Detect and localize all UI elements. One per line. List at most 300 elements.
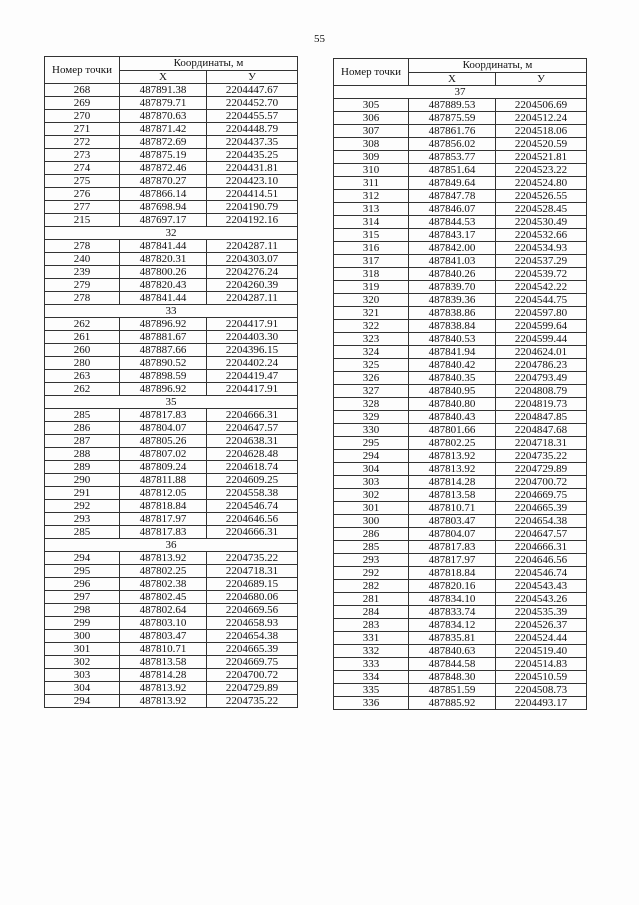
table-row xyxy=(45,136,298,149)
table-row xyxy=(334,307,587,320)
table-row xyxy=(334,151,587,164)
y-coordinate-cell: 2204646.56 xyxy=(207,513,298,526)
table-row xyxy=(45,201,298,214)
table-row xyxy=(334,463,587,476)
x-coordinate-cell: 487870.27 xyxy=(120,175,207,188)
point-number-cell: 300 xyxy=(45,630,120,643)
table-row xyxy=(334,424,587,437)
point-number-cell: 333 xyxy=(334,658,409,671)
y-coordinate-cell: 2204528.45 xyxy=(496,203,587,216)
table-row xyxy=(45,526,298,539)
x-coordinate-cell: 487840.63 xyxy=(409,645,496,658)
y-coordinate-cell: 2204729.89 xyxy=(496,463,587,476)
y-coordinate-cell: 2204506.69 xyxy=(496,99,587,112)
x-coordinate-cell: 487803.47 xyxy=(120,630,207,643)
table-row xyxy=(334,632,587,645)
table-body-left xyxy=(45,84,298,708)
x-coordinate-cell: 487839.36 xyxy=(409,294,496,307)
point-number-cell: 334 xyxy=(334,671,409,684)
table-row xyxy=(334,112,587,125)
table-row xyxy=(334,320,587,333)
point-number-cell: 271 xyxy=(45,123,120,136)
point-number-cell: 286 xyxy=(334,528,409,541)
y-coordinate-cell: 2204544.75 xyxy=(496,294,587,307)
x-coordinate-cell: 487697.17 xyxy=(120,214,207,227)
table-row xyxy=(334,125,587,138)
x-coordinate-cell: 487875.19 xyxy=(120,149,207,162)
x-coordinate-cell: 487814.28 xyxy=(409,476,496,489)
y-coordinate-cell: 2204735.22 xyxy=(207,695,298,708)
x-coordinate-cell: 487848.30 xyxy=(409,671,496,684)
y-coordinate-cell: 2204417.91 xyxy=(207,318,298,331)
x-coordinate-cell: 487889.53 xyxy=(409,99,496,112)
table-row xyxy=(334,164,587,177)
coordinates-table-left xyxy=(44,56,298,708)
x-coordinate-cell: 487833.74 xyxy=(409,606,496,619)
table-row xyxy=(45,474,298,487)
y-coordinate-cell: 2204669.75 xyxy=(207,656,298,669)
x-coordinate-cell: 487840.80 xyxy=(409,398,496,411)
table-row xyxy=(334,515,587,528)
table-body-right xyxy=(334,86,587,710)
table-row xyxy=(45,565,298,578)
x-coordinate-cell: 487838.84 xyxy=(409,320,496,333)
x-coordinate-cell: 487801.66 xyxy=(409,424,496,437)
point-number-cell: 240 xyxy=(45,253,120,266)
table-row xyxy=(334,346,587,359)
y-coordinate-cell: 2204414.51 xyxy=(207,188,298,201)
table-row xyxy=(45,435,298,448)
table-row xyxy=(334,580,587,593)
x-coordinate-cell: 487813.58 xyxy=(120,656,207,669)
point-number-cell: 274 xyxy=(45,162,120,175)
y-coordinate-cell: 2204729.89 xyxy=(207,682,298,695)
point-number-cell: 302 xyxy=(334,489,409,502)
header-point-number: Номер точки xyxy=(334,59,409,86)
group-title: 33 xyxy=(45,305,298,318)
y-coordinate-cell: 2204666.31 xyxy=(207,526,298,539)
group-title: 36 xyxy=(45,539,298,552)
point-number-cell: 278 xyxy=(45,240,120,253)
x-coordinate-cell: 487840.53 xyxy=(409,333,496,346)
y-coordinate-cell: 2204808.79 xyxy=(496,385,587,398)
x-coordinate-cell: 487849.64 xyxy=(409,177,496,190)
x-coordinate-cell: 487817.83 xyxy=(120,526,207,539)
point-number-cell: 282 xyxy=(334,580,409,593)
y-coordinate-cell: 2204680.06 xyxy=(207,591,298,604)
x-coordinate-cell: 487817.83 xyxy=(120,409,207,422)
table-row xyxy=(45,370,298,383)
table-row xyxy=(45,487,298,500)
y-coordinate-cell: 2204287.11 xyxy=(207,240,298,253)
point-number-cell: 308 xyxy=(334,138,409,151)
table-row xyxy=(45,591,298,604)
y-coordinate-cell: 2204526.37 xyxy=(496,619,587,632)
x-coordinate-cell: 487898.59 xyxy=(120,370,207,383)
point-number-cell: 295 xyxy=(45,565,120,578)
table-row xyxy=(334,671,587,684)
group-title: 35 xyxy=(45,396,298,409)
y-coordinate-cell: 2204618.74 xyxy=(207,461,298,474)
x-coordinate-cell: 487804.07 xyxy=(409,528,496,541)
table-row xyxy=(334,684,587,697)
y-coordinate-cell: 2204786.23 xyxy=(496,359,587,372)
x-coordinate-cell: 487841.44 xyxy=(120,292,207,305)
point-number-cell: 278 xyxy=(45,292,120,305)
y-coordinate-cell: 2204689.15 xyxy=(207,578,298,591)
y-coordinate-cell: 2204647.57 xyxy=(207,422,298,435)
table-row xyxy=(45,214,298,227)
x-coordinate-cell: 487879.71 xyxy=(120,97,207,110)
point-number-cell: 284 xyxy=(334,606,409,619)
table-row xyxy=(334,658,587,671)
x-coordinate-cell: 487846.07 xyxy=(409,203,496,216)
point-number-cell: 325 xyxy=(334,359,409,372)
x-coordinate-cell: 487839.70 xyxy=(409,281,496,294)
y-coordinate-cell: 2204512.24 xyxy=(496,112,587,125)
point-number-cell: 239 xyxy=(45,266,120,279)
point-number-cell: 329 xyxy=(334,411,409,424)
group-row xyxy=(45,227,298,240)
y-coordinate-cell: 2204669.56 xyxy=(207,604,298,617)
table-row xyxy=(334,398,587,411)
table-row xyxy=(45,617,298,630)
y-coordinate-cell: 2204521.81 xyxy=(496,151,587,164)
table-row xyxy=(334,645,587,658)
table-row xyxy=(45,292,298,305)
page-number: 55 xyxy=(314,33,325,45)
point-number-cell: 321 xyxy=(334,307,409,320)
y-coordinate-cell: 2204647.57 xyxy=(496,528,587,541)
y-coordinate-cell: 2204532.66 xyxy=(496,229,587,242)
point-number-cell: 300 xyxy=(334,515,409,528)
point-number-cell: 319 xyxy=(334,281,409,294)
table-row xyxy=(334,450,587,463)
point-number-cell: 298 xyxy=(45,604,120,617)
x-coordinate-cell: 487813.58 xyxy=(409,489,496,502)
y-coordinate-cell: 2204847.85 xyxy=(496,411,587,424)
x-coordinate-cell: 487840.95 xyxy=(409,385,496,398)
table-row xyxy=(45,253,298,266)
point-number-cell: 280 xyxy=(45,357,120,370)
point-number-cell: 294 xyxy=(45,695,120,708)
table-row xyxy=(334,190,587,203)
x-coordinate-cell: 487841.94 xyxy=(409,346,496,359)
x-coordinate-cell: 487820.31 xyxy=(120,253,207,266)
y-coordinate-cell: 2204735.22 xyxy=(207,552,298,565)
table-row xyxy=(334,437,587,450)
y-coordinate-cell: 2204508.73 xyxy=(496,684,587,697)
y-coordinate-cell: 2204654.38 xyxy=(207,630,298,643)
y-coordinate-cell: 2204419.47 xyxy=(207,370,298,383)
point-number-cell: 273 xyxy=(45,149,120,162)
x-coordinate-cell: 487890.52 xyxy=(120,357,207,370)
table-row xyxy=(334,216,587,229)
x-coordinate-cell: 487871.42 xyxy=(120,123,207,136)
table-row xyxy=(334,177,587,190)
table-row xyxy=(334,333,587,346)
point-number-cell: 327 xyxy=(334,385,409,398)
y-coordinate-cell: 2204396.15 xyxy=(207,344,298,357)
point-number-cell: 285 xyxy=(334,541,409,554)
x-coordinate-cell: 487813.92 xyxy=(409,463,496,476)
x-coordinate-cell: 487840.35 xyxy=(409,372,496,385)
table-row xyxy=(45,461,298,474)
x-coordinate-cell: 487896.92 xyxy=(120,318,207,331)
table-row xyxy=(45,84,298,97)
x-coordinate-cell: 487861.76 xyxy=(409,125,496,138)
table-row xyxy=(45,188,298,201)
point-number-cell: 288 xyxy=(45,448,120,461)
point-number-cell: 287 xyxy=(45,435,120,448)
point-number-cell: 323 xyxy=(334,333,409,346)
x-coordinate-cell: 487843.17 xyxy=(409,229,496,242)
point-number-cell: 263 xyxy=(45,370,120,383)
point-number-cell: 316 xyxy=(334,242,409,255)
y-coordinate-cell: 2204524.44 xyxy=(496,632,587,645)
y-coordinate-cell: 2204669.75 xyxy=(496,489,587,502)
point-number-cell: 315 xyxy=(334,229,409,242)
point-number-cell: 297 xyxy=(45,591,120,604)
x-coordinate-cell: 487820.16 xyxy=(409,580,496,593)
point-number-cell: 294 xyxy=(45,552,120,565)
table-row xyxy=(45,448,298,461)
y-coordinate-cell: 2204260.39 xyxy=(207,279,298,292)
x-coordinate-cell: 487803.47 xyxy=(409,515,496,528)
table-row xyxy=(45,266,298,279)
table-row xyxy=(334,359,587,372)
x-coordinate-cell: 487802.25 xyxy=(120,565,207,578)
point-number-cell: 322 xyxy=(334,320,409,333)
x-coordinate-cell: 487847.78 xyxy=(409,190,496,203)
table-row xyxy=(45,383,298,396)
group-title: 32 xyxy=(45,227,298,240)
y-coordinate-cell: 2204423.10 xyxy=(207,175,298,188)
y-coordinate-cell: 2204455.57 xyxy=(207,110,298,123)
coordinates-table-right xyxy=(333,58,587,710)
y-coordinate-cell: 2204514.83 xyxy=(496,658,587,671)
table-row xyxy=(45,344,298,357)
point-number-cell: 301 xyxy=(45,643,120,656)
y-coordinate-cell: 2204624.01 xyxy=(496,346,587,359)
x-coordinate-cell: 487834.12 xyxy=(409,619,496,632)
point-number-cell: 283 xyxy=(334,619,409,632)
y-coordinate-cell: 2204537.29 xyxy=(496,255,587,268)
table-row xyxy=(334,255,587,268)
group-row xyxy=(45,539,298,552)
y-coordinate-cell: 2204654.38 xyxy=(496,515,587,528)
y-coordinate-cell: 2204646.56 xyxy=(496,554,587,567)
group-row xyxy=(45,305,298,318)
y-coordinate-cell: 2204435.25 xyxy=(207,149,298,162)
x-coordinate-cell: 487817.97 xyxy=(409,554,496,567)
y-coordinate-cell: 2204543.43 xyxy=(496,580,587,593)
point-number-cell: 302 xyxy=(45,656,120,669)
table-row xyxy=(334,242,587,255)
point-number-cell: 290 xyxy=(45,474,120,487)
point-number-cell: 303 xyxy=(334,476,409,489)
y-coordinate-cell: 2204700.72 xyxy=(207,669,298,682)
y-coordinate-cell: 2204700.72 xyxy=(496,476,587,489)
point-number-cell: 292 xyxy=(45,500,120,513)
y-coordinate-cell: 2204735.22 xyxy=(496,450,587,463)
table-row xyxy=(45,656,298,669)
y-coordinate-cell: 2204597.80 xyxy=(496,307,587,320)
x-coordinate-cell: 487818.84 xyxy=(120,500,207,513)
y-coordinate-cell: 2204526.55 xyxy=(496,190,587,203)
group-title: 37 xyxy=(334,86,587,99)
x-coordinate-cell: 487813.92 xyxy=(120,552,207,565)
y-coordinate-cell: 2204847.68 xyxy=(496,424,587,437)
group-row xyxy=(45,396,298,409)
point-number-cell: 332 xyxy=(334,645,409,658)
y-coordinate-cell: 2204546.74 xyxy=(496,567,587,580)
y-coordinate-cell: 2204402.24 xyxy=(207,357,298,370)
point-number-cell: 294 xyxy=(334,450,409,463)
table-row xyxy=(45,279,298,292)
point-number-cell: 314 xyxy=(334,216,409,229)
header-coordinates: Координаты, м xyxy=(409,59,587,73)
table-row xyxy=(45,357,298,370)
table-row xyxy=(45,513,298,526)
y-coordinate-cell: 2204543.26 xyxy=(496,593,587,606)
x-coordinate-cell: 487851.64 xyxy=(409,164,496,177)
point-number-cell: 285 xyxy=(45,526,120,539)
y-coordinate-cell: 2204510.59 xyxy=(496,671,587,684)
x-coordinate-cell: 487853.77 xyxy=(409,151,496,164)
table-row xyxy=(334,229,587,242)
header-x: X xyxy=(120,70,207,84)
point-number-cell: 310 xyxy=(334,164,409,177)
table-row xyxy=(45,240,298,253)
point-number-cell: 324 xyxy=(334,346,409,359)
x-coordinate-cell: 487813.92 xyxy=(120,682,207,695)
y-coordinate-cell: 2204658.93 xyxy=(207,617,298,630)
table-row xyxy=(45,162,298,175)
table-row xyxy=(334,281,587,294)
x-coordinate-cell: 487881.67 xyxy=(120,331,207,344)
point-number-cell: 270 xyxy=(45,110,120,123)
point-number-cell: 335 xyxy=(334,684,409,697)
table-row xyxy=(45,682,298,695)
table-row xyxy=(334,268,587,281)
point-number-cell: 313 xyxy=(334,203,409,216)
x-coordinate-cell: 487807.02 xyxy=(120,448,207,461)
x-coordinate-cell: 487802.45 xyxy=(120,591,207,604)
x-coordinate-cell: 487802.38 xyxy=(120,578,207,591)
table-row xyxy=(334,541,587,554)
x-coordinate-cell: 487813.92 xyxy=(120,695,207,708)
point-number-cell: 303 xyxy=(45,669,120,682)
table-row xyxy=(334,489,587,502)
table-row xyxy=(45,422,298,435)
x-coordinate-cell: 487866.14 xyxy=(120,188,207,201)
table-row xyxy=(334,138,587,151)
x-coordinate-cell: 487811.88 xyxy=(120,474,207,487)
y-coordinate-cell: 2204530.49 xyxy=(496,216,587,229)
point-number-cell: 328 xyxy=(334,398,409,411)
y-coordinate-cell: 2204403.30 xyxy=(207,331,298,344)
point-number-cell: 277 xyxy=(45,201,120,214)
y-coordinate-cell: 2204190.79 xyxy=(207,201,298,214)
header-x: X xyxy=(409,72,496,86)
x-coordinate-cell: 487844.53 xyxy=(409,216,496,229)
point-number-cell: 305 xyxy=(334,99,409,112)
point-number-cell: 317 xyxy=(334,255,409,268)
y-coordinate-cell: 2204524.80 xyxy=(496,177,587,190)
y-coordinate-cell: 2204287.11 xyxy=(207,292,298,305)
x-coordinate-cell: 487814.28 xyxy=(120,669,207,682)
x-coordinate-cell: 487805.26 xyxy=(120,435,207,448)
table-row xyxy=(334,554,587,567)
x-coordinate-cell: 487896.92 xyxy=(120,383,207,396)
x-coordinate-cell: 487872.69 xyxy=(120,136,207,149)
x-coordinate-cell: 487841.44 xyxy=(120,240,207,253)
y-coordinate-cell: 2204534.93 xyxy=(496,242,587,255)
point-number-cell: 307 xyxy=(334,125,409,138)
x-coordinate-cell: 487840.43 xyxy=(409,411,496,424)
y-coordinate-cell: 2204793.49 xyxy=(496,372,587,385)
header-y: У xyxy=(207,70,298,84)
table-row xyxy=(45,409,298,422)
table-row xyxy=(45,552,298,565)
point-number-cell: 272 xyxy=(45,136,120,149)
point-number-cell: 289 xyxy=(45,461,120,474)
point-number-cell: 262 xyxy=(45,383,120,396)
x-coordinate-cell: 487810.71 xyxy=(120,643,207,656)
table-row xyxy=(45,604,298,617)
table-row xyxy=(45,669,298,682)
point-number-cell: 336 xyxy=(334,697,409,710)
y-coordinate-cell: 2204718.31 xyxy=(207,565,298,578)
y-coordinate-cell: 2204452.70 xyxy=(207,97,298,110)
y-coordinate-cell: 2204666.31 xyxy=(207,409,298,422)
point-number-cell: 260 xyxy=(45,344,120,357)
table-row xyxy=(334,294,587,307)
x-coordinate-cell: 487812.05 xyxy=(120,487,207,500)
x-coordinate-cell: 487802.64 xyxy=(120,604,207,617)
point-number-cell: 318 xyxy=(334,268,409,281)
point-number-cell: 276 xyxy=(45,188,120,201)
table-row xyxy=(334,476,587,489)
x-coordinate-cell: 487841.03 xyxy=(409,255,496,268)
point-number-cell: 285 xyxy=(45,409,120,422)
x-coordinate-cell: 487818.84 xyxy=(409,567,496,580)
table-row xyxy=(334,697,587,710)
y-coordinate-cell: 2204542.22 xyxy=(496,281,587,294)
table-row xyxy=(334,567,587,580)
point-number-cell: 262 xyxy=(45,318,120,331)
y-coordinate-cell: 2204666.31 xyxy=(496,541,587,554)
x-coordinate-cell: 487838.86 xyxy=(409,307,496,320)
table-row xyxy=(334,203,587,216)
x-coordinate-cell: 487820.43 xyxy=(120,279,207,292)
x-coordinate-cell: 487809.24 xyxy=(120,461,207,474)
point-number-cell: 330 xyxy=(334,424,409,437)
y-coordinate-cell: 2204519.40 xyxy=(496,645,587,658)
y-coordinate-cell: 2204819.73 xyxy=(496,398,587,411)
table-row xyxy=(334,99,587,112)
x-coordinate-cell: 487844.58 xyxy=(409,658,496,671)
x-coordinate-cell: 487698.94 xyxy=(120,201,207,214)
point-number-cell: 331 xyxy=(334,632,409,645)
table-row xyxy=(45,97,298,110)
point-number-cell: 304 xyxy=(45,682,120,695)
x-coordinate-cell: 487840.26 xyxy=(409,268,496,281)
point-number-cell: 215 xyxy=(45,214,120,227)
y-coordinate-cell: 2204558.38 xyxy=(207,487,298,500)
table-row xyxy=(334,385,587,398)
